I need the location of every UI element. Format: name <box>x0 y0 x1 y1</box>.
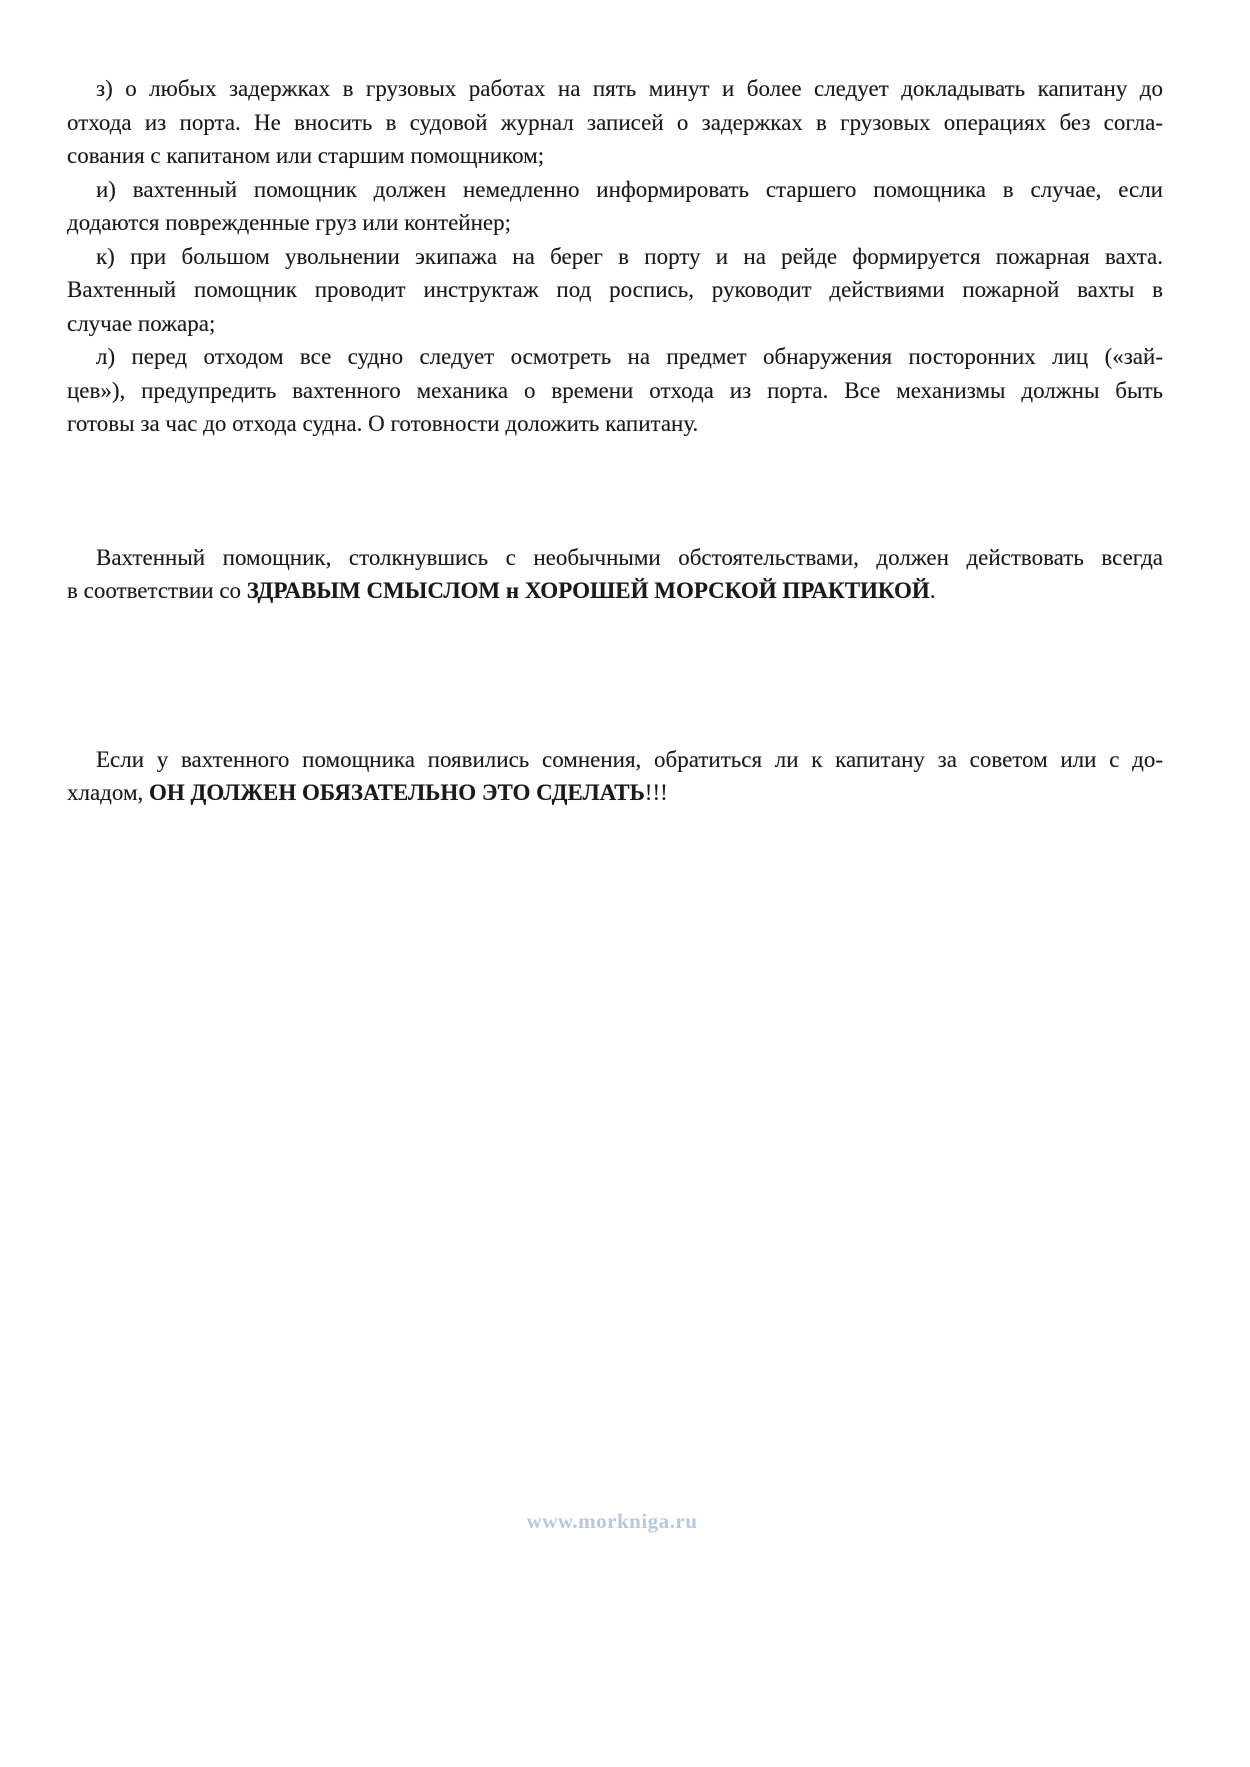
text-run: отхода из порта. Не вносить в судовой журнал записей о задержках в грузовых операциях без согла- <box>67 109 1163 135</box>
bold-text-run: ЗДРАВЫМ СМЫСЛОМ н ХОРОШЕЙ МОРСКОЙ ПРАКТИКОЙ <box>246 578 930 603</box>
text-run: хладом, <box>67 780 150 805</box>
text-run: сования с капитаном или старшим помощником; <box>67 143 545 168</box>
text-run: . <box>929 578 936 603</box>
text-line <box>67 206 1163 240</box>
document-text <box>67 72 1163 810</box>
text-run: в соответствии со <box>67 578 247 603</box>
text-run: Если у вахтенного помощника появились сомнения, обратиться ли к капитану за советом или с до- <box>96 746 1163 772</box>
text-line <box>67 307 1163 341</box>
text-run: готовы за час до отхода судна. О готовности доложить капитану. <box>67 411 699 436</box>
text-line <box>67 776 1163 810</box>
text-line <box>67 374 1163 408</box>
text-line <box>67 72 1163 106</box>
bold-text-run: ОН ДОЛЖЕН ОБЯЗАТЕЛЬНО ЭТО СДЕЛАТЬ <box>149 780 645 805</box>
text-line <box>67 240 1163 274</box>
paragraph-item-i <box>67 173 1163 240</box>
text-line <box>67 106 1163 140</box>
paragraph-item-l <box>67 340 1163 441</box>
paragraph-item-z <box>67 72 1163 173</box>
text-line <box>67 743 1163 777</box>
text-run: цев»), предупредить вахтенного механика о времени отхода из порта. Все механизмы должны быть <box>67 377 1163 403</box>
text-run: Вахтенный помощник, столкнувшись с необычными обстоятельствами, должен действовать всегда <box>96 544 1163 570</box>
text-run: з) о любых задержках в грузовых работах на пять минут и более следует докладывать капитану до <box>96 76 1163 101</box>
paragraph-must-do <box>67 743 1163 810</box>
text-run: случае пожара; <box>67 310 216 336</box>
text-line <box>67 273 1163 307</box>
paragraph-common-sense <box>67 541 1163 608</box>
text-line <box>67 340 1163 374</box>
text-line <box>67 407 1163 441</box>
text-line <box>67 574 1163 608</box>
text-line <box>67 139 1163 173</box>
text-line <box>67 173 1163 207</box>
text-run: !!! <box>644 780 668 805</box>
paragraph-item-k <box>67 240 1163 341</box>
text-run: и) вахтенный помощник должен немедленно информировать старшего помощника в случае, если <box>96 176 1163 202</box>
text-run: Вахтенный помощник проводит инструктаж под роспись, руководит действиями пожарной вахты в <box>67 277 1163 302</box>
watermark-url: www.morkniga.ru <box>526 1509 698 1533</box>
text-run: л) перед отходом все судно следует осмотреть на предмет обнаружения посторонних лиц («зай- <box>96 344 1163 369</box>
text-run: додаются поврежденные груз или контейнер; <box>67 210 512 235</box>
text-run: к) при большом увольнении экипажа на берег в порту и на рейде формируется пожарная вахта. <box>96 243 1163 269</box>
text-line <box>67 541 1163 575</box>
